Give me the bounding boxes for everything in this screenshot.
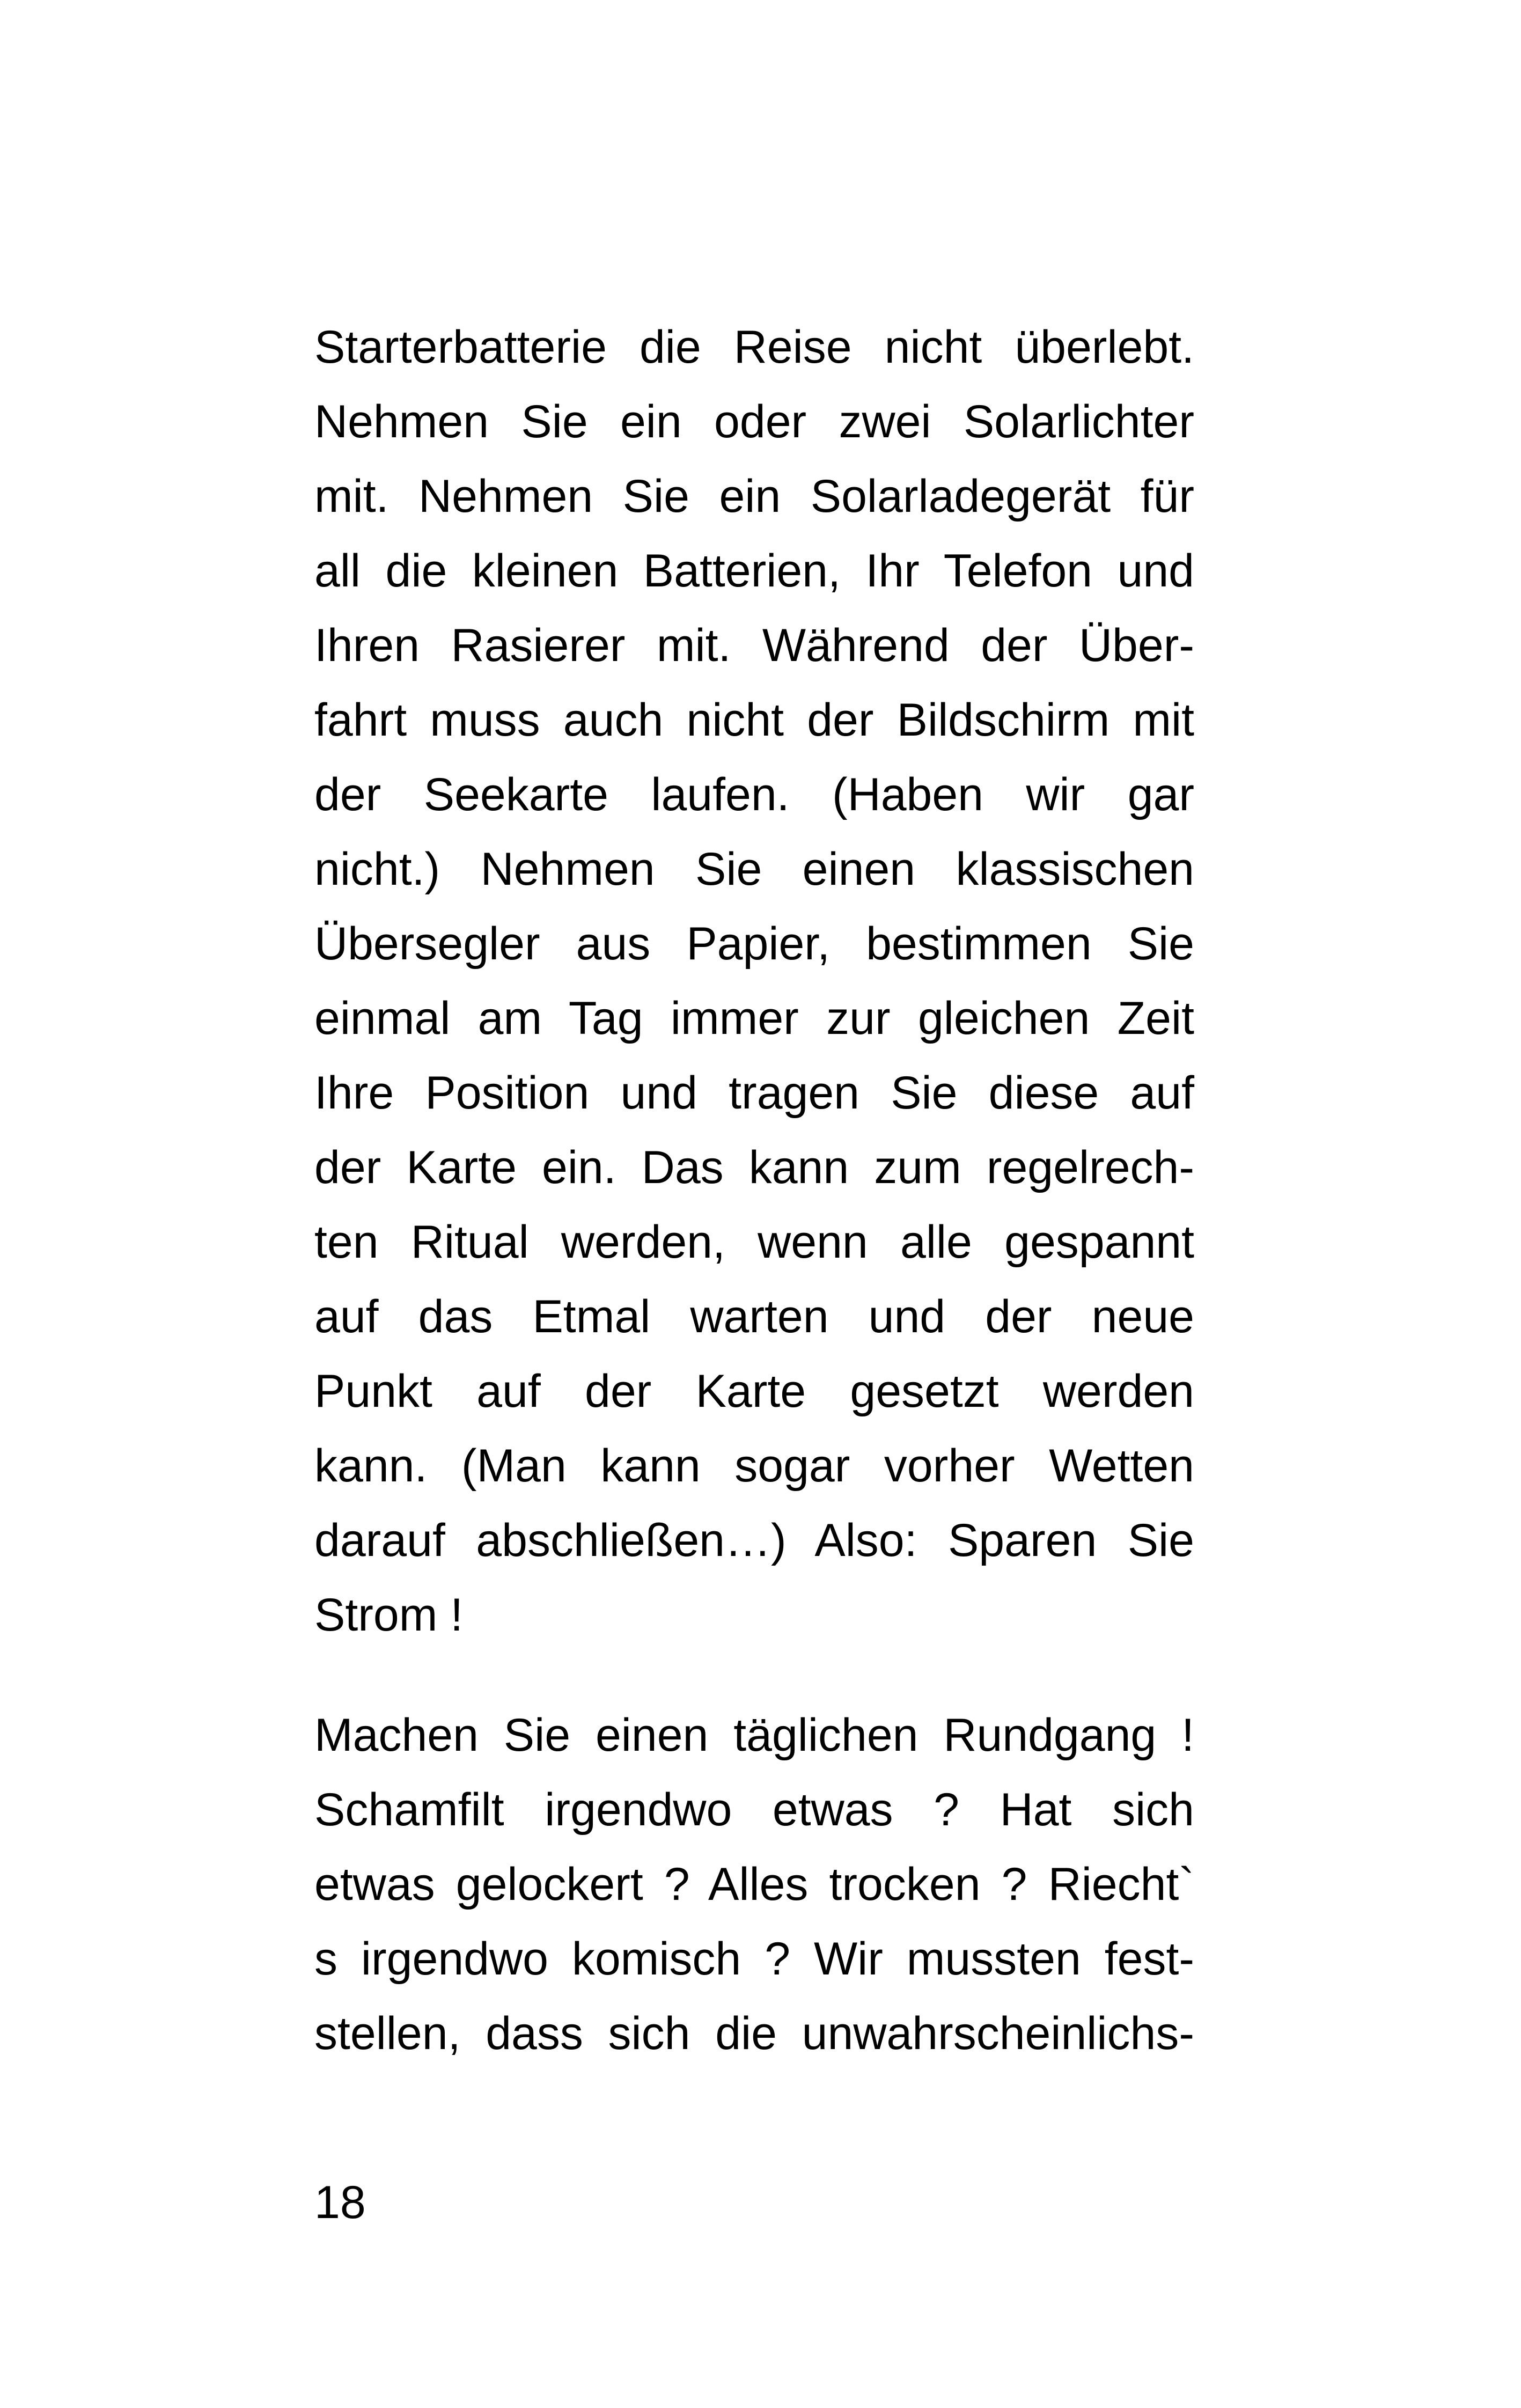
text-line: Starterbatterie die Reise nicht überlebt.: [314, 321, 1194, 373]
paragraph-1: [314, 310, 1194, 1653]
text-line: Übersegler aus Papier, bestimmen Sie: [314, 918, 1194, 970]
text-line: s irgendwo komisch ? Wir mussten fest-: [314, 1933, 1194, 1985]
paragraph-2: [314, 1698, 1194, 2071]
text-line: kann. (Man kann sogar vorher Wetten: [314, 1440, 1194, 1492]
text-line: Ihre Position und tragen Sie diese auf: [314, 1067, 1194, 1119]
text-line: all die kleinen Batterien, Ihr Telefon und: [314, 545, 1194, 597]
text-line: Nehmen Sie ein oder zwei Solarlichter: [314, 396, 1194, 447]
text-line: Ihren Rasierer mit. Während der Über-: [314, 620, 1194, 671]
text-line: der Seekarte laufen. (Haben wir gar: [314, 769, 1194, 820]
text-line: etwas gelockert ? Alles trocken ? Riecht`: [314, 1859, 1194, 1910]
text-line: fahrt muss auch nicht der Bildschirm mit: [314, 694, 1194, 746]
text-line: nicht.) Nehmen Sie einen klassischen: [314, 843, 1194, 895]
text-line: auf das Etmal warten und der neue: [314, 1291, 1194, 1342]
text-line: Machen Sie einen täglichen Rundgang !: [314, 1709, 1194, 1761]
text-line: mit. Nehmen Sie ein Solarladegerät für: [314, 471, 1194, 522]
text-line: einmal am Tag immer zur gleichen Zeit: [314, 993, 1194, 1044]
text-line: der Karte ein. Das kann zum regelrech-: [314, 1142, 1194, 1193]
text-line: Strom !: [314, 1589, 464, 1641]
page-number: 18: [314, 2177, 366, 2228]
text-line: Punkt auf der Karte gesetzt werden: [314, 1365, 1194, 1417]
text-line: darauf abschließen…) Also: Sparen Sie: [314, 1515, 1194, 1566]
text-line: stellen, dass sich die unwahrscheinlichs-: [314, 2008, 1194, 2059]
text-line: ten Ritual werden, wenn alle gespannt: [314, 1216, 1194, 1268]
text-line: Schamfilt irgendwo etwas ? Hat sich: [314, 1784, 1194, 1836]
